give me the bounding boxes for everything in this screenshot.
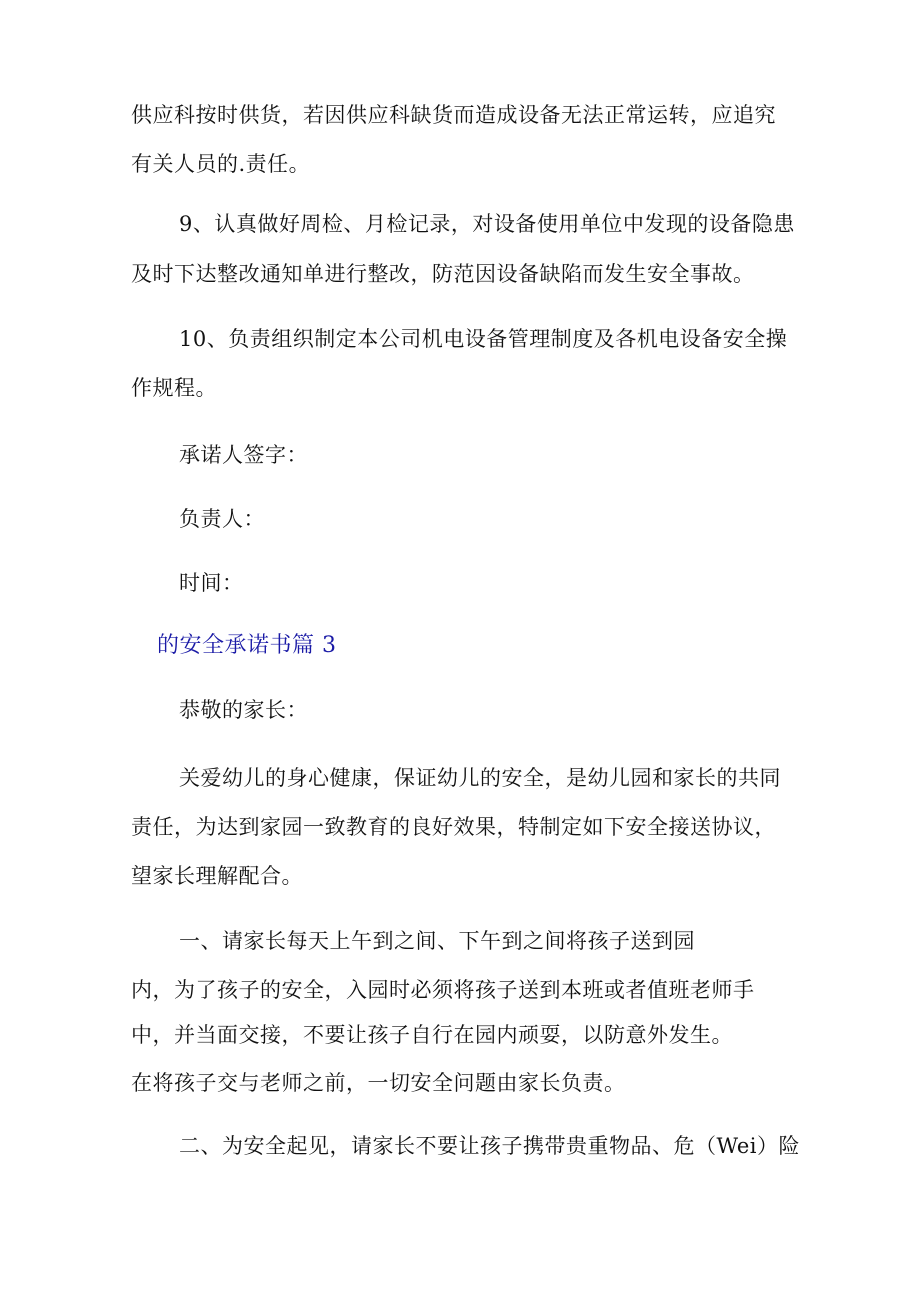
paragraph-line: 在将孩子交与老师之前，一切安全问题由家长负责。 — [131, 1071, 626, 1095]
paragraph-line: 望家长理解配合。 — [131, 864, 303, 888]
paragraph-line: 二、为安全起见，请家长不要让孩子携带贵重物品、危（Wei）险 — [179, 1134, 801, 1158]
paragraph-line: 10、负责组织制定本公司机电设备管理制度及各机电设备安全操 — [179, 327, 788, 351]
paragraph-line: 一、请家长每天上午到之间、下午到之间将孩子送到园 — [179, 929, 695, 953]
paragraph-line: 关爱幼儿的身心健康，保证幼儿的安全，是幼儿园和家长的共同 — [179, 766, 781, 790]
paragraph-line: 内，为了孩子的安全，入园时必须将孩子送到本班或者值班老师手 — [131, 978, 755, 1002]
section-heading: 的安全承诺书篇 3 — [157, 633, 337, 658]
paragraph-line: 9、认真做好周检、月检记录，对设备使用单位中发现的设备隐患 — [179, 212, 795, 236]
signature-label: 承诺人签字： — [179, 443, 308, 467]
date-label: 时间： — [179, 571, 244, 595]
paragraph-line: 中，并当面交接，不要让孩子自行在园内顽耍，以防意外发生。 — [131, 1023, 733, 1047]
paragraph-line: 作规程。 — [131, 376, 217, 400]
paragraph-line: 有关人员的.责任。 — [131, 152, 311, 176]
paragraph-line: 及时下达整改通知单进行整改，防范因设备缺陷而发生安全事故。 — [131, 262, 755, 286]
responsible-person-label: 负责人： — [179, 507, 265, 531]
salutation: 恭敬的家长： — [179, 698, 308, 722]
paragraph-line: 责任，为达到家园一致教育的良好效果，特制定如下安全接送协议， — [131, 815, 776, 839]
paragraph-line: 供应科按时供货，若因供应科缺货而造成设备无法正常运转，应追究 — [131, 103, 776, 127]
